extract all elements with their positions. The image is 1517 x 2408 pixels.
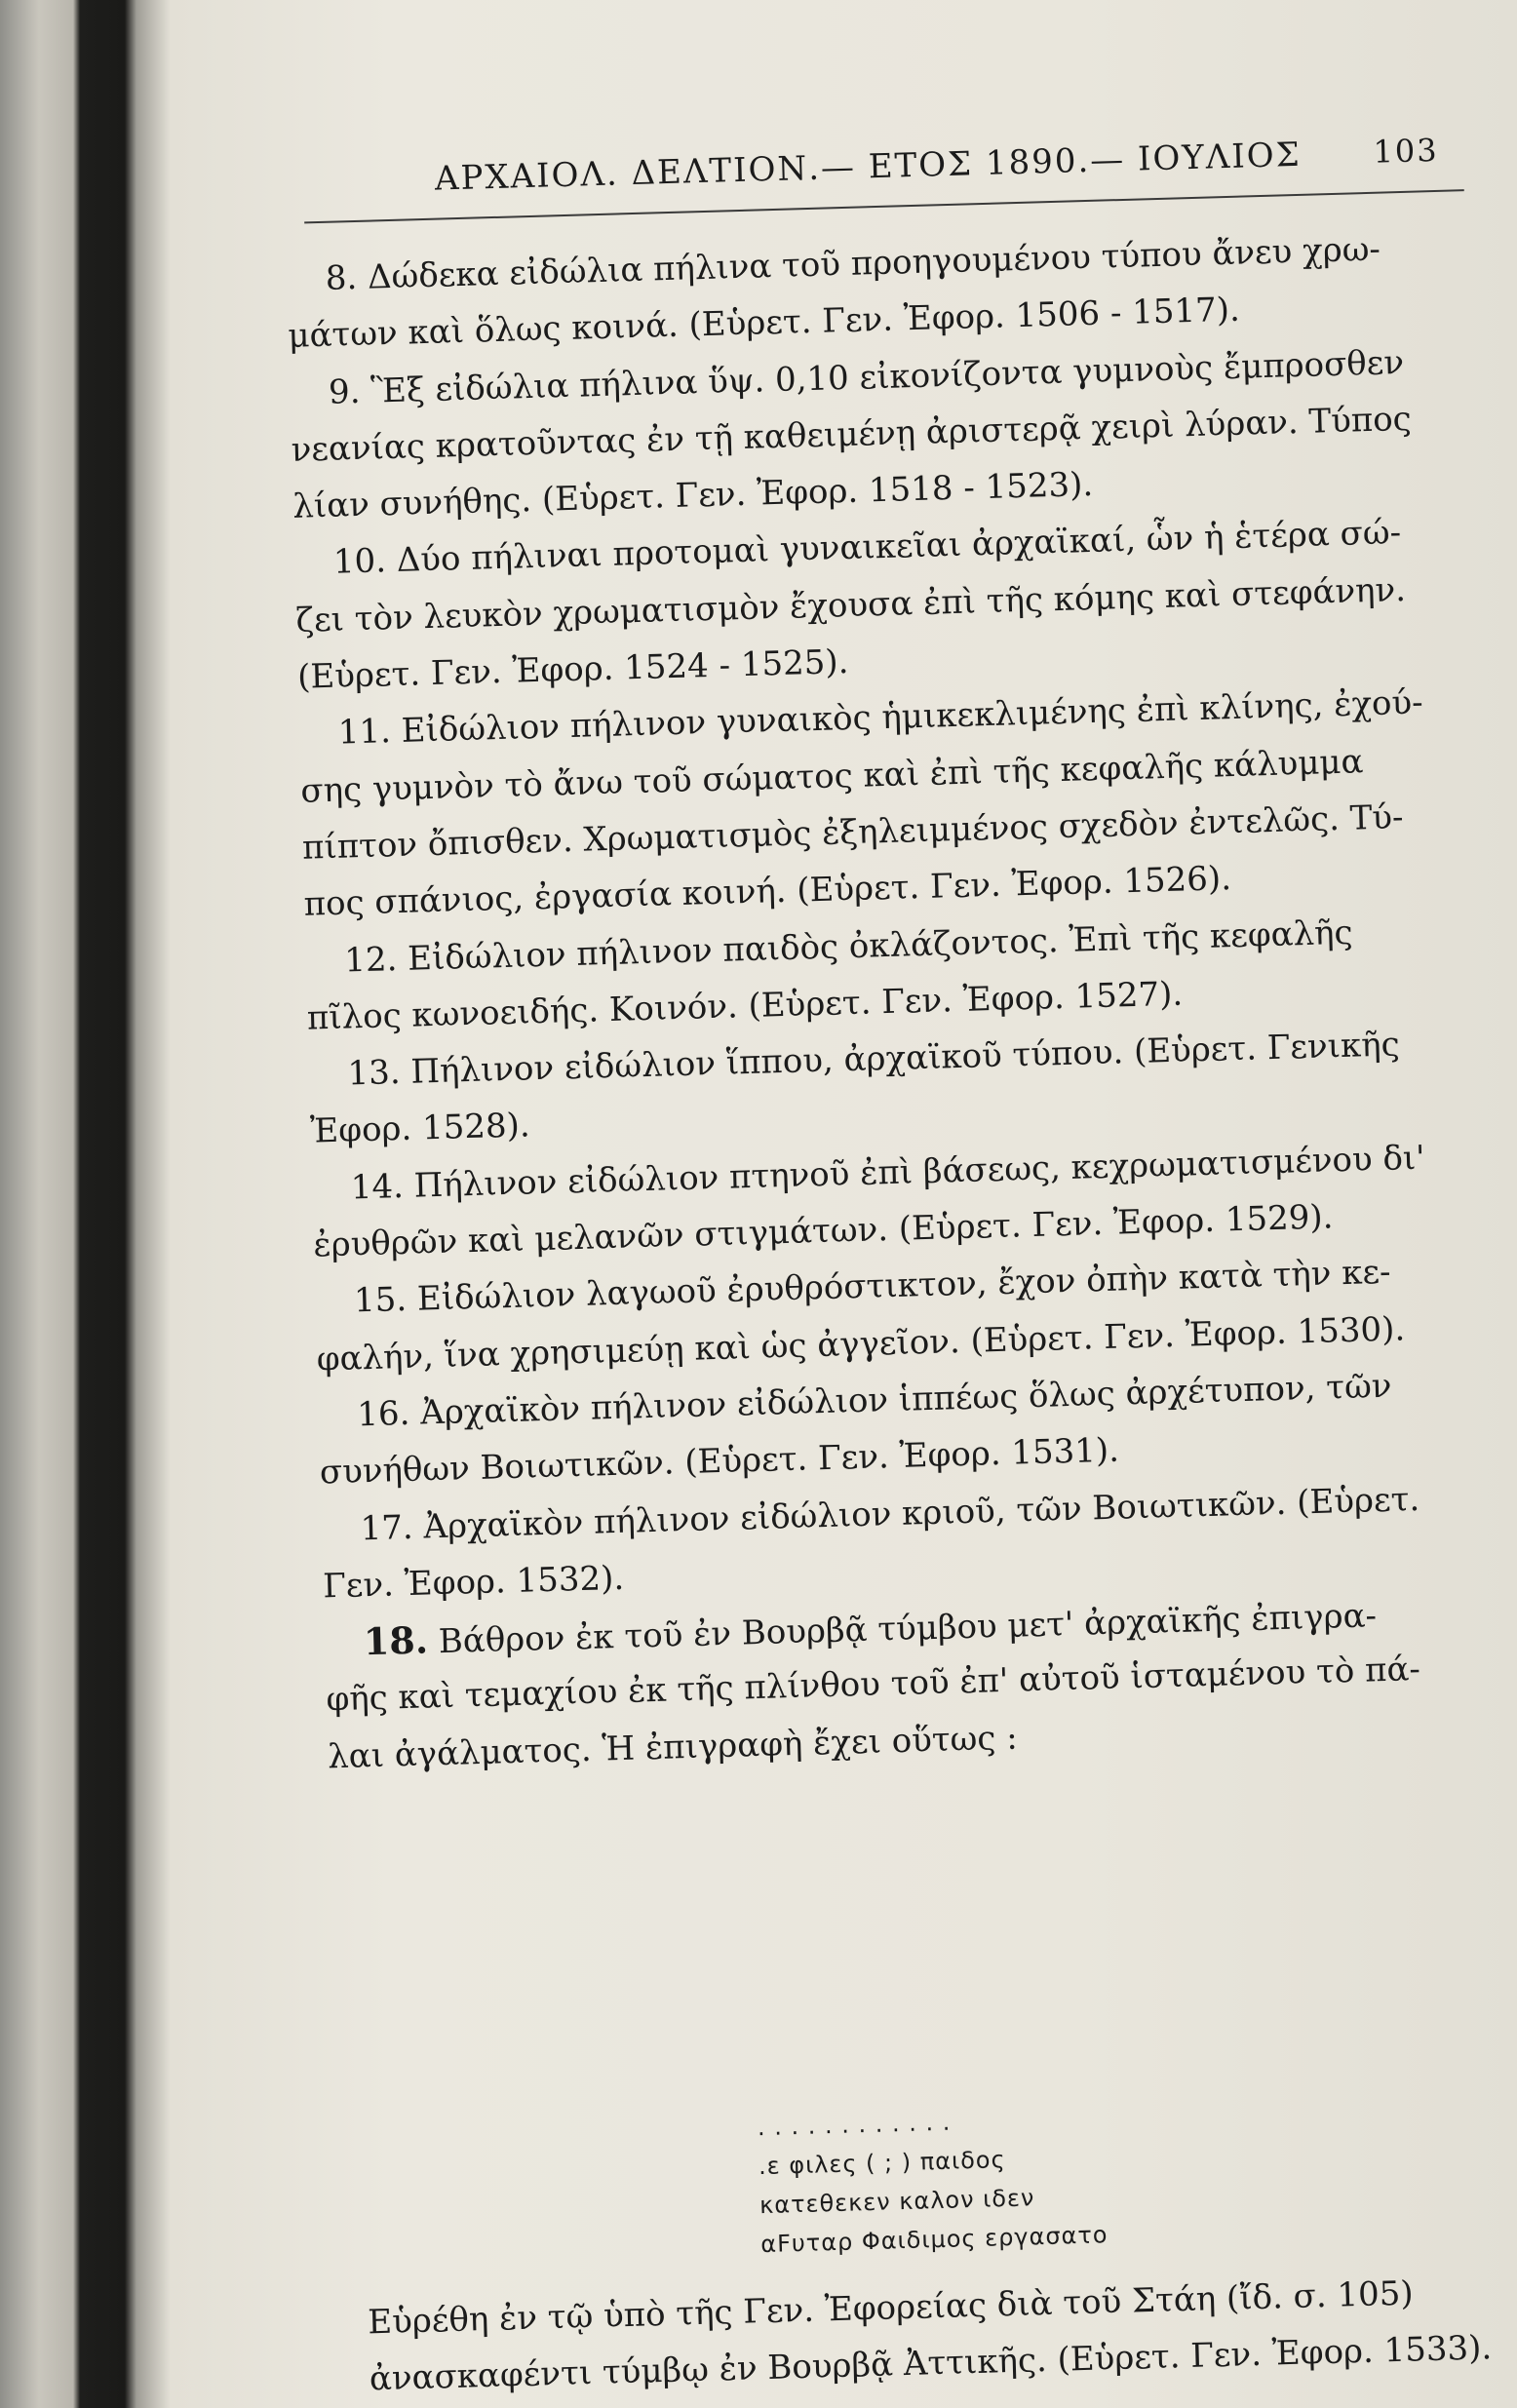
item-18-number: 18. xyxy=(363,1617,429,1664)
text-line: ἀνασκαφέντι τύμβῳ ἐν Βουρβᾷ Ἀττικῆς. (Εὑρετ. Γεν. Ἐφορ. 1533). xyxy=(369,2328,1493,2399)
inscription-line: κατεθεκεν καλον ιδεν xyxy=(758,2184,1035,2220)
text-line: πῖλος κωνοειδής. Κοινόν. (Εὑρετ. Γεν. Ἐφορ. 1527). xyxy=(306,974,1184,1038)
text-line: Εὑρέθη ἐν τῷ ὑπὸ τῆς Γεν. Ἐφορείας διὰ τοῦ Στάη (ἴδ. σ. 105) xyxy=(367,2273,1415,2343)
inscription-transcription xyxy=(757,2098,1109,2264)
page-number: 103 xyxy=(1372,131,1440,171)
text-line: 15. Εἰδώλιον λαγωοῦ ἐρυθρόστικτον, ἔχον ὀπὴν κατὰ τὴν κε- xyxy=(353,1253,1392,1321)
closing-paragraph xyxy=(368,2262,1517,2408)
text-line: 14. Πήλινον εἰδώλιον πτηνοῦ ἐπὶ βάσεως, κεχρωματισμένου δι' xyxy=(350,1138,1426,1208)
text-line: συνήθων Βοιωτικῶν. (Εὑρετ. Γεν. Ἐφορ. 1531). xyxy=(319,1430,1120,1493)
text-line: ζει τὸν λευκὸν χρωματισμὸν ἔχουσα ἐπὶ τῆς κόμης καὶ στεφάνην. xyxy=(295,569,1407,641)
catalogue-text xyxy=(286,218,1507,1785)
text-line: 16. Ἀρχαϊκὸν πήλινον εἰδώλιον ἱππέως ὅλως ἀρχέτυπον, τῶν xyxy=(356,1366,1392,1435)
text-line: πος σπάνιος, ἐργασία κοινή. (Εὑρετ. Γεν. Ἐφορ. 1526). xyxy=(303,859,1232,924)
text-line: 10. Δύο πήλιναι προτομαὶ γυναικεῖαι ἀρχαϊκαί, ὧν ἡ ἑτέρα σώ- xyxy=(332,513,1402,583)
text-line: 11. Εἰδώλιον πήλινον γυναικὸς ἡμικεκλιμένης ἐπὶ κλίνης, ἐχού- xyxy=(337,682,1424,754)
inscription-line: . . . . . . . . . . . . xyxy=(757,2108,952,2142)
text-line: λίαν συνήθης. (Εὑρετ. Γεν. Ἐφορ. 1518 - 1523). xyxy=(292,465,1094,527)
text-line: φῆς καὶ τεμαχίου ἐκ τῆς πλίνθου τοῦ ἐπ' αὐτοῦ ἱσταμένου τὸ πά- xyxy=(325,1650,1421,1720)
inscription-line: αFυταρ Φαιδιμος εργασατο xyxy=(759,2221,1109,2259)
item-18-text: Βάθρον ἐκ τοῦ ἐν Βουρβᾷ τύμβου μετ' ἀρχαϊκῆς ἐπιγρα- xyxy=(438,1596,1378,1662)
text-line: Ἐφορ. 1528). xyxy=(309,1106,531,1152)
text-line: νεανίας κρατοῦντας ἐν τῇ καθειμένῃ ἀριστερᾷ χειρὶ λύραν. Τύπος xyxy=(291,399,1413,470)
text-line: 8. Δώδεκα εἰδώλια πήλινα τοῦ προηγουμένου τύπου ἄνευ χρω- xyxy=(325,229,1381,298)
text-line: φαλήν, ἵνα χρησιμεύῃ καὶ ὡς ἀγγεῖον. (Εὑρετ. Γεν. Ἐφορ. 1530). xyxy=(316,1308,1406,1379)
text-line: λαι ἀγάλματος. Ἡ ἐπιγραφὴ ἔχει οὕτως : xyxy=(327,1718,1019,1777)
text-line: 12. Εἰδώλιον πήλινον παιδὸς ὀκλάζοντος. Ἐπὶ τῆς κεφαλῆς xyxy=(343,913,1354,981)
text-line: 17. Ἀρχαϊκὸν πήλινον εἰδώλιον κριοῦ, τῶν Βοιωτικῶν. (Εὑρετ. xyxy=(360,1479,1420,1548)
text-line: (Εὑρετ. Γεν. Ἐφορ. 1524 - 1525). xyxy=(296,642,849,697)
running-title: ΑΡΧΑΙΟΛ. ΔΕΛΤΙΟΝ.— ΕΤΟΣ 1890.— ΙΟΥΛΙΟΣ xyxy=(434,135,1303,199)
text-line: σης γυμνὸν τὸ ἄνω τοῦ σώματος καὶ ἐπὶ τῆς κεφαλῆς κάλυμμα xyxy=(299,741,1364,811)
text-line: ἐρυθρῶν καὶ μελανῶν στιγμάτων. (Εὑρετ. Γεν. Ἐφορ. 1529). xyxy=(312,1197,1334,1265)
text-line: πίπτον ὄπισθεν. Χρωματισμὸς ἐξηλειμμένος σχεδὸν ἐντελῶς. Τύ- xyxy=(301,797,1405,868)
running-head xyxy=(434,131,1440,199)
printed-page xyxy=(283,113,1514,2399)
text-line: 13. Πήλινον εἰδώλιον ἵππου, ἀρχαϊκοῦ τύπου. (Εὑρετ. Γενικῆς xyxy=(347,1025,1401,1094)
text-line: Γεν. Ἐφορ. 1532). xyxy=(322,1558,625,1607)
text-line: 9. Ἓξ εἰδώλια πήλινα ὕψ. 0,10 εἰκονίζοντα γυμνοὺς ἔμπροσθεν xyxy=(328,342,1405,412)
text-line: μάτων καὶ ὅλως κοινά. (Εὑρετ. Γεν. Ἐφορ. 1506 - 1517). xyxy=(287,290,1241,357)
inscription-line: .ε φιλες ( ; ) παιδος xyxy=(758,2146,1006,2181)
